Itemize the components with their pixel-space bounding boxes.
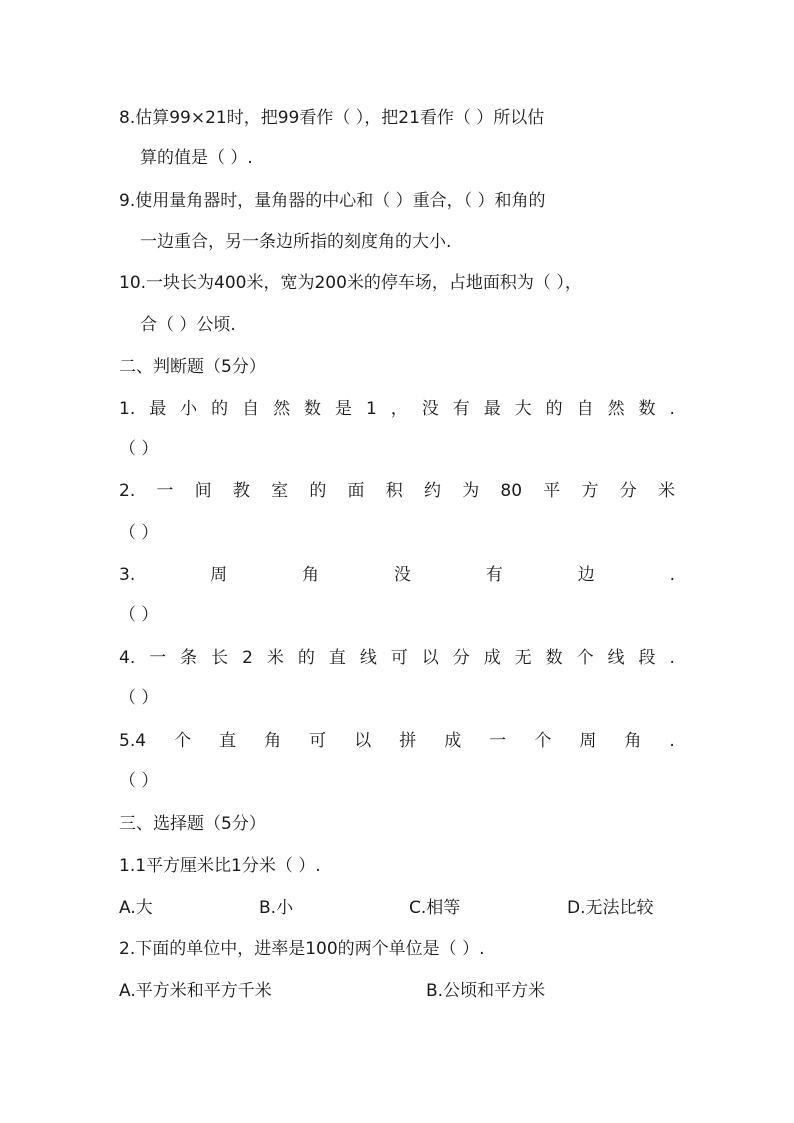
word: 直 bbox=[219, 731, 237, 751]
word: 的 bbox=[211, 399, 229, 419]
word: 教 bbox=[232, 481, 250, 501]
word: 的 bbox=[297, 648, 315, 668]
word: ， bbox=[390, 399, 408, 419]
word: 积 bbox=[385, 481, 403, 501]
question-9-line-2: 一边重合，另一条边所指的刻度角的大小. bbox=[140, 232, 452, 252]
word: 自 bbox=[242, 399, 260, 419]
word: 大 bbox=[514, 399, 532, 419]
word: 个 bbox=[534, 731, 552, 751]
answer-blank: （ ） bbox=[119, 688, 159, 708]
word: 分 bbox=[619, 481, 637, 501]
question-9-line-1: 9.使用量角器时，量角器的中心和（ ）重合，（ ）和角的 bbox=[119, 191, 546, 211]
word: 条 bbox=[180, 648, 198, 668]
word: 可 bbox=[390, 648, 408, 668]
word: 小 bbox=[180, 399, 198, 419]
question-10-line-1: 10.一块长为400米，宽为200米的停车场，占地面积为（ ）， bbox=[119, 273, 582, 293]
word: 1 bbox=[365, 399, 377, 419]
word: 分 bbox=[452, 648, 470, 668]
word: 方 bbox=[581, 481, 599, 501]
choice-1-option-a: A.大 bbox=[119, 898, 153, 918]
word: 无 bbox=[514, 648, 532, 668]
word: 一 bbox=[156, 481, 174, 501]
word: 米 bbox=[266, 648, 284, 668]
word: 的 bbox=[545, 399, 563, 419]
word: 最 bbox=[149, 399, 167, 419]
word: 个 bbox=[576, 648, 594, 668]
word: 4. bbox=[119, 648, 136, 668]
question-10-line-2: 合（ ）公顷. bbox=[140, 315, 236, 335]
answer-blank: （ ） bbox=[119, 605, 159, 625]
choice-question-2-stem: 2.下面的单位中，进率是100的两个单位是（ ）. bbox=[119, 939, 485, 959]
judge-item-2 bbox=[119, 480, 675, 502]
choice-question-1-stem: 1.1平方厘米比1分米（ ）. bbox=[119, 856, 321, 876]
word: 成 bbox=[483, 648, 501, 668]
word: 约 bbox=[423, 481, 441, 501]
word: 米 bbox=[657, 481, 675, 501]
judge-item-5 bbox=[119, 730, 675, 752]
word: 可 bbox=[309, 731, 327, 751]
word: 数 bbox=[304, 399, 322, 419]
section-heading-judgement: 二、判断题（5分） bbox=[119, 357, 266, 377]
choice-1-option-b: B.小 bbox=[259, 898, 294, 918]
word: 的 bbox=[309, 481, 327, 501]
word: 一 bbox=[489, 731, 507, 751]
word: 是 bbox=[335, 399, 353, 419]
word: 2 bbox=[242, 648, 253, 668]
word: 最 bbox=[483, 399, 501, 419]
word: 一 bbox=[149, 648, 167, 668]
word: 间 bbox=[194, 481, 212, 501]
word: 直 bbox=[328, 648, 346, 668]
question-8-line-1: 8.估算99×21时，把99看作（ ），把21看作（ ）所以估 bbox=[119, 108, 545, 128]
judge-item-3 bbox=[119, 564, 675, 586]
question-8-line-2: 算的值是（ ）. bbox=[140, 148, 253, 168]
choice-1-option-c: C.相等 bbox=[409, 898, 461, 918]
word: 有 bbox=[485, 565, 503, 585]
word: 边 bbox=[577, 565, 595, 585]
judge-item-4 bbox=[119, 647, 675, 669]
word: 然 bbox=[273, 399, 291, 419]
word: 角 bbox=[624, 731, 642, 751]
word: 没 bbox=[393, 565, 411, 585]
section-heading-choice: 三、选择题（5分） bbox=[119, 814, 266, 834]
word: 有 bbox=[452, 399, 470, 419]
word: 为 bbox=[462, 481, 480, 501]
word: 以 bbox=[354, 731, 372, 751]
word: 线 bbox=[607, 648, 625, 668]
word: 拼 bbox=[399, 731, 417, 751]
word: 成 bbox=[444, 731, 462, 751]
word: 平 bbox=[543, 481, 561, 501]
word: 面 bbox=[347, 481, 365, 501]
word: . bbox=[669, 565, 675, 585]
word: 5.4 bbox=[119, 731, 147, 751]
word: 没 bbox=[421, 399, 439, 419]
word: 周 bbox=[210, 565, 228, 585]
word: 线 bbox=[359, 648, 377, 668]
answer-blank: （ ） bbox=[119, 439, 159, 459]
word: 80 bbox=[500, 481, 523, 501]
answer-blank: （ ） bbox=[119, 523, 159, 543]
word: 室 bbox=[271, 481, 289, 501]
word: 2. bbox=[119, 481, 136, 501]
word: 长 bbox=[211, 648, 229, 668]
word: 角 bbox=[302, 565, 320, 585]
word: 个 bbox=[174, 731, 192, 751]
word: 数 bbox=[638, 399, 656, 419]
word: 自 bbox=[576, 399, 594, 419]
word: 以 bbox=[421, 648, 439, 668]
word: 段 bbox=[638, 648, 656, 668]
choice-2-option-a: A.平方米和平方千米 bbox=[119, 981, 272, 1001]
answer-blank: （ ） bbox=[119, 771, 159, 791]
word: 角 bbox=[264, 731, 282, 751]
word: 周 bbox=[579, 731, 597, 751]
word: . bbox=[669, 731, 675, 751]
choice-2-option-b: B.公顷和平方米 bbox=[426, 981, 546, 1001]
word: 然 bbox=[607, 399, 625, 419]
word: 数 bbox=[545, 648, 563, 668]
word: . bbox=[669, 399, 675, 419]
word: 3. bbox=[119, 565, 136, 585]
judge-item-1 bbox=[119, 398, 675, 420]
word: 1. bbox=[119, 399, 136, 419]
choice-1-option-d: D.无法比较 bbox=[567, 898, 654, 918]
word: . bbox=[669, 648, 675, 668]
